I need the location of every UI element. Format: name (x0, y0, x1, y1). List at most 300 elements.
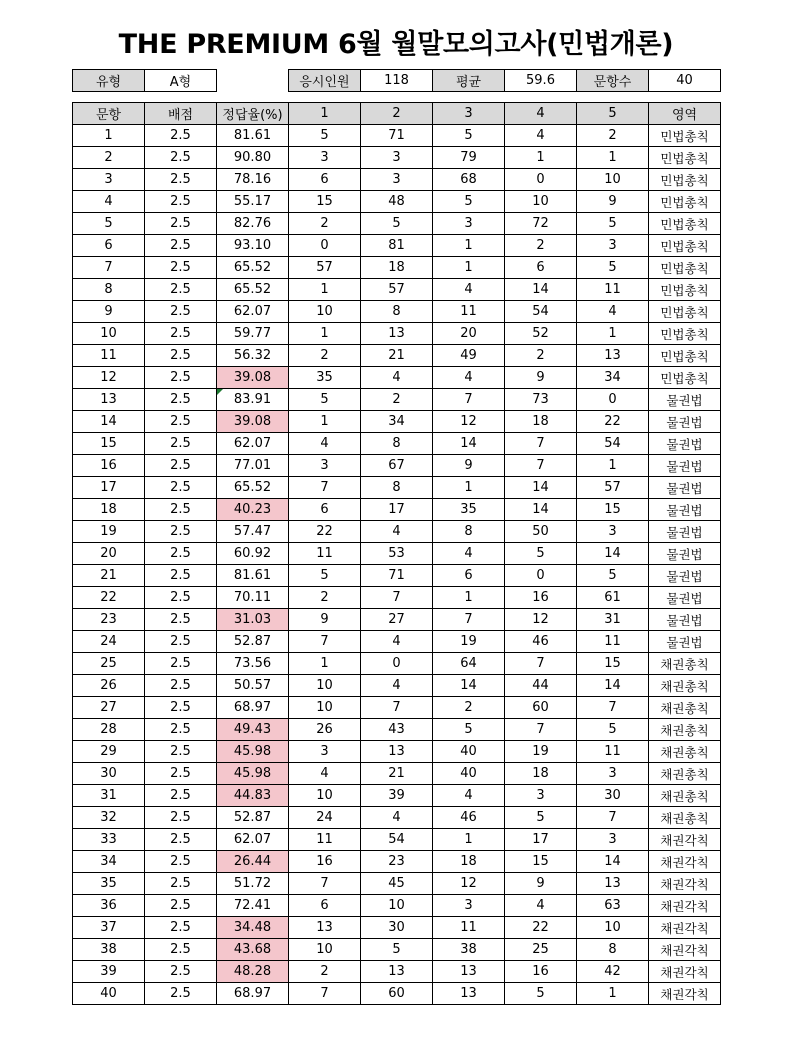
correct-rate-cell[interactable]: 68.97 (217, 983, 289, 1005)
points-cell[interactable]: 2.5 (145, 873, 217, 895)
correct-rate-cell[interactable]: 68.97 (217, 697, 289, 719)
question-no-cell[interactable]: 8 (73, 279, 145, 301)
correct-rate-cell[interactable]: 81.61 (217, 125, 289, 147)
correct-rate-cell[interactable]: 39.08 (217, 367, 289, 389)
choice-3-count[interactable]: 14 (433, 675, 505, 697)
area-cell[interactable]: 채권총칙 (649, 741, 721, 763)
choice-2-count[interactable]: 3 (361, 169, 433, 191)
area-cell[interactable]: 채권각칙 (649, 983, 721, 1005)
choice-4-count[interactable]: 7 (505, 455, 577, 477)
choice-5-count[interactable]: 57 (577, 477, 649, 499)
choice-4-count[interactable]: 7 (505, 719, 577, 741)
choice-2-count[interactable]: 71 (361, 125, 433, 147)
question-no-cell[interactable]: 10 (73, 323, 145, 345)
choice-3-count[interactable]: 4 (433, 367, 505, 389)
correct-rate-cell[interactable]: 62.07 (217, 301, 289, 323)
choice-1-count[interactable]: 2 (289, 587, 361, 609)
question-no-cell[interactable]: 20 (73, 543, 145, 565)
choice-4-count[interactable]: 1 (505, 147, 577, 169)
area-cell[interactable]: 민법총칙 (649, 191, 721, 213)
choice-2-count[interactable]: 8 (361, 477, 433, 499)
choice-3-count[interactable]: 68 (433, 169, 505, 191)
choice-2-count[interactable]: 53 (361, 543, 433, 565)
choice-2-count[interactable]: 34 (361, 411, 433, 433)
points-cell[interactable]: 2.5 (145, 741, 217, 763)
header-choice-4[interactable]: 4 (505, 103, 577, 125)
choice-5-count[interactable]: 13 (577, 345, 649, 367)
area-cell[interactable]: 물권법 (649, 433, 721, 455)
choice-5-count[interactable]: 7 (577, 697, 649, 719)
choice-4-count[interactable]: 16 (505, 961, 577, 983)
average-value[interactable]: 59.6 (505, 70, 577, 92)
choice-4-count[interactable]: 18 (505, 411, 577, 433)
choice-5-count[interactable]: 8 (577, 939, 649, 961)
type-value[interactable]: A형 (145, 70, 217, 92)
choice-5-count[interactable]: 11 (577, 741, 649, 763)
area-cell[interactable]: 채권각칙 (649, 829, 721, 851)
choice-3-count[interactable]: 13 (433, 983, 505, 1005)
correct-rate-cell[interactable]: 78.16 (217, 169, 289, 191)
choice-4-count[interactable]: 25 (505, 939, 577, 961)
correct-rate-cell[interactable]: 40.23 (217, 499, 289, 521)
area-cell[interactable]: 민법총칙 (649, 345, 721, 367)
points-cell[interactable]: 2.5 (145, 587, 217, 609)
choice-3-count[interactable]: 40 (433, 763, 505, 785)
correct-rate-cell[interactable]: 62.07 (217, 433, 289, 455)
choice-1-count[interactable]: 4 (289, 763, 361, 785)
choice-5-count[interactable]: 5 (577, 565, 649, 587)
points-cell[interactable]: 2.5 (145, 257, 217, 279)
choice-5-count[interactable]: 7 (577, 807, 649, 829)
choice-3-count[interactable]: 2 (433, 697, 505, 719)
header-choice-5[interactable]: 5 (577, 103, 649, 125)
choice-5-count[interactable]: 5 (577, 257, 649, 279)
area-cell[interactable]: 채권총칙 (649, 719, 721, 741)
question-no-cell[interactable]: 11 (73, 345, 145, 367)
choice-5-count[interactable]: 5 (577, 213, 649, 235)
question-no-cell[interactable]: 34 (73, 851, 145, 873)
points-cell[interactable]: 2.5 (145, 301, 217, 323)
points-cell[interactable]: 2.5 (145, 433, 217, 455)
choice-3-count[interactable]: 1 (433, 587, 505, 609)
choice-3-count[interactable]: 79 (433, 147, 505, 169)
points-cell[interactable]: 2.5 (145, 895, 217, 917)
question-no-cell[interactable]: 36 (73, 895, 145, 917)
question-no-cell[interactable]: 6 (73, 235, 145, 257)
question-no-cell[interactable]: 4 (73, 191, 145, 213)
question-no-cell[interactable]: 29 (73, 741, 145, 763)
choice-3-count[interactable]: 12 (433, 411, 505, 433)
header-correct-rate[interactable]: 정답율(%) (217, 103, 289, 125)
area-cell[interactable]: 민법총칙 (649, 147, 721, 169)
choice-4-count[interactable]: 15 (505, 851, 577, 873)
choice-4-count[interactable]: 7 (505, 433, 577, 455)
choice-3-count[interactable]: 1 (433, 829, 505, 851)
choice-2-count[interactable]: 8 (361, 301, 433, 323)
area-cell[interactable]: 채권각칙 (649, 851, 721, 873)
area-cell[interactable]: 민법총칙 (649, 169, 721, 191)
question-no-cell[interactable]: 32 (73, 807, 145, 829)
choice-2-count[interactable]: 7 (361, 587, 433, 609)
question-no-cell[interactable]: 28 (73, 719, 145, 741)
choice-2-count[interactable]: 7 (361, 697, 433, 719)
choice-1-count[interactable]: 2 (289, 345, 361, 367)
question-no-cell[interactable]: 17 (73, 477, 145, 499)
choice-4-count[interactable]: 5 (505, 543, 577, 565)
correct-rate-cell[interactable]: 72.41 (217, 895, 289, 917)
choice-2-count[interactable]: 13 (361, 741, 433, 763)
choice-4-count[interactable]: 0 (505, 169, 577, 191)
points-cell[interactable]: 2.5 (145, 917, 217, 939)
choice-3-count[interactable]: 12 (433, 873, 505, 895)
points-cell[interactable]: 2.5 (145, 631, 217, 653)
choice-1-count[interactable]: 3 (289, 147, 361, 169)
area-cell[interactable]: 물권법 (649, 565, 721, 587)
choice-4-count[interactable]: 12 (505, 609, 577, 631)
question-no-cell[interactable]: 33 (73, 829, 145, 851)
points-cell[interactable]: 2.5 (145, 125, 217, 147)
header-choice-1[interactable]: 1 (289, 103, 361, 125)
correct-rate-cell[interactable]: 45.98 (217, 763, 289, 785)
area-cell[interactable]: 물권법 (649, 521, 721, 543)
choice-3-count[interactable]: 9 (433, 455, 505, 477)
choice-1-count[interactable]: 9 (289, 609, 361, 631)
choice-4-count[interactable]: 73 (505, 389, 577, 411)
choice-2-count[interactable]: 39 (361, 785, 433, 807)
choice-5-count[interactable]: 14 (577, 543, 649, 565)
choice-1-count[interactable]: 16 (289, 851, 361, 873)
choice-3-count[interactable]: 38 (433, 939, 505, 961)
choice-5-count[interactable]: 42 (577, 961, 649, 983)
choice-1-count[interactable]: 26 (289, 719, 361, 741)
points-cell[interactable]: 2.5 (145, 345, 217, 367)
points-cell[interactable]: 2.5 (145, 279, 217, 301)
choice-1-count[interactable]: 10 (289, 301, 361, 323)
choice-5-count[interactable]: 0 (577, 389, 649, 411)
choice-5-count[interactable]: 9 (577, 191, 649, 213)
question-no-cell[interactable]: 1 (73, 125, 145, 147)
choice-1-count[interactable]: 2 (289, 961, 361, 983)
correct-rate-cell[interactable]: 52.87 (217, 631, 289, 653)
choice-4-count[interactable]: 18 (505, 763, 577, 785)
points-cell[interactable]: 2.5 (145, 477, 217, 499)
area-cell[interactable]: 민법총칙 (649, 125, 721, 147)
choice-2-count[interactable]: 18 (361, 257, 433, 279)
choice-1-count[interactable]: 6 (289, 895, 361, 917)
question-no-cell[interactable]: 24 (73, 631, 145, 653)
correct-rate-cell[interactable]: 73.56 (217, 653, 289, 675)
points-cell[interactable]: 2.5 (145, 147, 217, 169)
points-cell[interactable]: 2.5 (145, 455, 217, 477)
choice-3-count[interactable]: 11 (433, 917, 505, 939)
choice-2-count[interactable]: 71 (361, 565, 433, 587)
choice-1-count[interactable]: 57 (289, 257, 361, 279)
question-no-cell[interactable]: 26 (73, 675, 145, 697)
choice-2-count[interactable]: 17 (361, 499, 433, 521)
choice-3-count[interactable]: 5 (433, 719, 505, 741)
choice-2-count[interactable]: 43 (361, 719, 433, 741)
points-cell[interactable]: 2.5 (145, 807, 217, 829)
question-no-cell[interactable]: 25 (73, 653, 145, 675)
correct-rate-cell[interactable]: 65.52 (217, 477, 289, 499)
points-cell[interactable]: 2.5 (145, 983, 217, 1005)
choice-4-count[interactable]: 50 (505, 521, 577, 543)
question-no-cell[interactable]: 38 (73, 939, 145, 961)
choice-2-count[interactable]: 3 (361, 147, 433, 169)
choice-1-count[interactable]: 7 (289, 477, 361, 499)
question-no-cell[interactable]: 16 (73, 455, 145, 477)
question-no-cell[interactable]: 19 (73, 521, 145, 543)
choice-3-count[interactable]: 1 (433, 257, 505, 279)
area-cell[interactable]: 채권총칙 (649, 675, 721, 697)
choice-3-count[interactable]: 3 (433, 895, 505, 917)
points-cell[interactable]: 2.5 (145, 389, 217, 411)
question-no-cell[interactable]: 14 (73, 411, 145, 433)
question-no-cell[interactable]: 5 (73, 213, 145, 235)
choice-2-count[interactable]: 13 (361, 323, 433, 345)
question-no-cell[interactable]: 9 (73, 301, 145, 323)
choice-4-count[interactable]: 9 (505, 367, 577, 389)
question-no-cell[interactable]: 15 (73, 433, 145, 455)
area-cell[interactable]: 민법총칙 (649, 257, 721, 279)
choice-2-count[interactable]: 5 (361, 213, 433, 235)
points-cell[interactable]: 2.5 (145, 939, 217, 961)
points-cell[interactable]: 2.5 (145, 675, 217, 697)
header-area[interactable]: 영역 (649, 103, 721, 125)
choice-1-count[interactable]: 15 (289, 191, 361, 213)
choice-1-count[interactable]: 7 (289, 983, 361, 1005)
choice-3-count[interactable]: 4 (433, 785, 505, 807)
area-cell[interactable]: 물권법 (649, 455, 721, 477)
choice-4-count[interactable]: 6 (505, 257, 577, 279)
points-cell[interactable]: 2.5 (145, 851, 217, 873)
choice-4-count[interactable]: 2 (505, 235, 577, 257)
choice-2-count[interactable]: 67 (361, 455, 433, 477)
choice-4-count[interactable]: 4 (505, 125, 577, 147)
area-cell[interactable]: 채권각칙 (649, 895, 721, 917)
correct-rate-cell[interactable]: 52.87 (217, 807, 289, 829)
choice-1-count[interactable]: 22 (289, 521, 361, 543)
choice-3-count[interactable]: 4 (433, 279, 505, 301)
points-cell[interactable]: 2.5 (145, 653, 217, 675)
choice-3-count[interactable]: 8 (433, 521, 505, 543)
correct-rate-cell[interactable]: 43.68 (217, 939, 289, 961)
correct-rate-cell[interactable]: 70.11 (217, 587, 289, 609)
header-points[interactable]: 배점 (145, 103, 217, 125)
area-cell[interactable]: 물권법 (649, 499, 721, 521)
choice-4-count[interactable]: 54 (505, 301, 577, 323)
choice-5-count[interactable]: 14 (577, 851, 649, 873)
correct-rate-cell[interactable]: 65.52 (217, 279, 289, 301)
choice-1-count[interactable]: 13 (289, 917, 361, 939)
choice-1-count[interactable]: 7 (289, 631, 361, 653)
correct-rate-cell[interactable]: 60.92 (217, 543, 289, 565)
choice-3-count[interactable]: 40 (433, 741, 505, 763)
choice-4-count[interactable]: 14 (505, 477, 577, 499)
choice-3-count[interactable]: 49 (433, 345, 505, 367)
correct-rate-cell[interactable]: 62.07 (217, 829, 289, 851)
choice-3-count[interactable]: 18 (433, 851, 505, 873)
choice-2-count[interactable]: 48 (361, 191, 433, 213)
choice-5-count[interactable]: 3 (577, 521, 649, 543)
choice-5-count[interactable]: 1 (577, 323, 649, 345)
area-cell[interactable]: 채권각칙 (649, 873, 721, 895)
area-cell[interactable]: 물권법 (649, 609, 721, 631)
correct-rate-cell[interactable]: 44.83 (217, 785, 289, 807)
choice-1-count[interactable]: 5 (289, 565, 361, 587)
choice-1-count[interactable]: 11 (289, 543, 361, 565)
choice-5-count[interactable]: 63 (577, 895, 649, 917)
choice-1-count[interactable]: 3 (289, 741, 361, 763)
correct-rate-cell[interactable]: 93.10 (217, 235, 289, 257)
choice-1-count[interactable]: 2 (289, 213, 361, 235)
question-no-cell[interactable]: 37 (73, 917, 145, 939)
points-cell[interactable]: 2.5 (145, 829, 217, 851)
correct-rate-cell[interactable]: 51.72 (217, 873, 289, 895)
choice-4-count[interactable]: 4 (505, 895, 577, 917)
choice-4-count[interactable]: 19 (505, 741, 577, 763)
choice-3-count[interactable]: 1 (433, 235, 505, 257)
correct-rate-cell[interactable]: 81.61 (217, 565, 289, 587)
question-count-value[interactable]: 40 (649, 70, 721, 92)
choice-2-count[interactable]: 4 (361, 631, 433, 653)
choice-3-count[interactable]: 14 (433, 433, 505, 455)
choice-4-count[interactable]: 0 (505, 565, 577, 587)
points-cell[interactable]: 2.5 (145, 235, 217, 257)
choice-2-count[interactable]: 4 (361, 807, 433, 829)
choice-5-count[interactable]: 3 (577, 763, 649, 785)
question-no-cell[interactable]: 27 (73, 697, 145, 719)
choice-5-count[interactable]: 13 (577, 873, 649, 895)
correct-rate-cell[interactable]: 34.48 (217, 917, 289, 939)
choice-1-count[interactable]: 10 (289, 697, 361, 719)
choice-1-count[interactable]: 7 (289, 873, 361, 895)
points-cell[interactable]: 2.5 (145, 323, 217, 345)
correct-rate-cell[interactable]: 31.03 (217, 609, 289, 631)
choice-5-count[interactable]: 31 (577, 609, 649, 631)
choice-2-count[interactable]: 4 (361, 521, 433, 543)
choice-4-count[interactable]: 17 (505, 829, 577, 851)
choice-5-count[interactable]: 1 (577, 455, 649, 477)
choice-4-count[interactable]: 44 (505, 675, 577, 697)
area-cell[interactable]: 채권총칙 (649, 807, 721, 829)
choice-5-count[interactable]: 11 (577, 279, 649, 301)
correct-rate-cell[interactable]: 83.91 (217, 389, 289, 411)
choice-5-count[interactable]: 15 (577, 499, 649, 521)
choice-5-count[interactable]: 10 (577, 169, 649, 191)
choice-3-count[interactable]: 20 (433, 323, 505, 345)
correct-rate-cell[interactable]: 77.01 (217, 455, 289, 477)
choice-1-count[interactable]: 0 (289, 235, 361, 257)
points-cell[interactable]: 2.5 (145, 169, 217, 191)
choice-5-count[interactable]: 3 (577, 829, 649, 851)
choice-1-count[interactable]: 1 (289, 279, 361, 301)
choice-2-count[interactable]: 2 (361, 389, 433, 411)
choice-2-count[interactable]: 57 (361, 279, 433, 301)
choice-5-count[interactable]: 61 (577, 587, 649, 609)
choice-3-count[interactable]: 5 (433, 125, 505, 147)
choice-4-count[interactable]: 10 (505, 191, 577, 213)
question-no-cell[interactable]: 7 (73, 257, 145, 279)
choice-3-count[interactable]: 46 (433, 807, 505, 829)
question-no-cell[interactable]: 2 (73, 147, 145, 169)
choice-3-count[interactable]: 4 (433, 543, 505, 565)
header-question-no[interactable]: 문항 (73, 103, 145, 125)
choice-5-count[interactable]: 3 (577, 235, 649, 257)
header-choice-2[interactable]: 2 (361, 103, 433, 125)
choice-5-count[interactable]: 2 (577, 125, 649, 147)
choice-2-count[interactable]: 4 (361, 675, 433, 697)
choice-2-count[interactable]: 45 (361, 873, 433, 895)
choice-4-count[interactable]: 9 (505, 873, 577, 895)
choice-5-count[interactable]: 15 (577, 653, 649, 675)
choice-4-count[interactable]: 72 (505, 213, 577, 235)
choice-2-count[interactable]: 0 (361, 653, 433, 675)
points-cell[interactable]: 2.5 (145, 719, 217, 741)
points-cell[interactable]: 2.5 (145, 191, 217, 213)
choice-1-count[interactable]: 6 (289, 169, 361, 191)
correct-rate-cell[interactable]: 26.44 (217, 851, 289, 873)
area-cell[interactable]: 채권각칙 (649, 939, 721, 961)
area-cell[interactable]: 민법총칙 (649, 235, 721, 257)
choice-2-count[interactable]: 5 (361, 939, 433, 961)
choice-3-count[interactable]: 7 (433, 609, 505, 631)
question-no-cell[interactable]: 13 (73, 389, 145, 411)
points-cell[interactable]: 2.5 (145, 521, 217, 543)
choice-1-count[interactable]: 6 (289, 499, 361, 521)
choice-4-count[interactable]: 14 (505, 279, 577, 301)
choice-3-count[interactable]: 19 (433, 631, 505, 653)
area-cell[interactable]: 채권총칙 (649, 653, 721, 675)
choice-5-count[interactable]: 30 (577, 785, 649, 807)
choice-2-count[interactable]: 21 (361, 345, 433, 367)
choice-4-count[interactable]: 7 (505, 653, 577, 675)
header-choice-3[interactable]: 3 (433, 103, 505, 125)
question-no-cell[interactable]: 3 (73, 169, 145, 191)
points-cell[interactable]: 2.5 (145, 961, 217, 983)
choice-5-count[interactable]: 5 (577, 719, 649, 741)
choice-1-count[interactable]: 5 (289, 389, 361, 411)
choice-5-count[interactable]: 54 (577, 433, 649, 455)
examinees-value[interactable]: 118 (361, 70, 433, 92)
correct-rate-cell[interactable]: 39.08 (217, 411, 289, 433)
points-cell[interactable]: 2.5 (145, 785, 217, 807)
choice-1-count[interactable]: 10 (289, 785, 361, 807)
area-cell[interactable]: 민법총칙 (649, 367, 721, 389)
choice-5-count[interactable]: 34 (577, 367, 649, 389)
question-no-cell[interactable]: 12 (73, 367, 145, 389)
area-cell[interactable]: 채권각칙 (649, 917, 721, 939)
correct-rate-cell[interactable]: 48.28 (217, 961, 289, 983)
choice-2-count[interactable]: 54 (361, 829, 433, 851)
choice-4-count[interactable]: 46 (505, 631, 577, 653)
choice-5-count[interactable]: 4 (577, 301, 649, 323)
choice-4-count[interactable]: 5 (505, 807, 577, 829)
question-no-cell[interactable]: 18 (73, 499, 145, 521)
choice-1-count[interactable]: 3 (289, 455, 361, 477)
area-cell[interactable]: 물권법 (649, 543, 721, 565)
area-cell[interactable]: 물권법 (649, 477, 721, 499)
question-no-cell[interactable]: 22 (73, 587, 145, 609)
choice-1-count[interactable]: 5 (289, 125, 361, 147)
choice-3-count[interactable]: 5 (433, 191, 505, 213)
area-cell[interactable]: 물권법 (649, 631, 721, 653)
points-cell[interactable]: 2.5 (145, 499, 217, 521)
choice-4-count[interactable]: 5 (505, 983, 577, 1005)
correct-rate-cell[interactable]: 82.76 (217, 213, 289, 235)
points-cell[interactable]: 2.5 (145, 763, 217, 785)
choice-1-count[interactable]: 1 (289, 411, 361, 433)
